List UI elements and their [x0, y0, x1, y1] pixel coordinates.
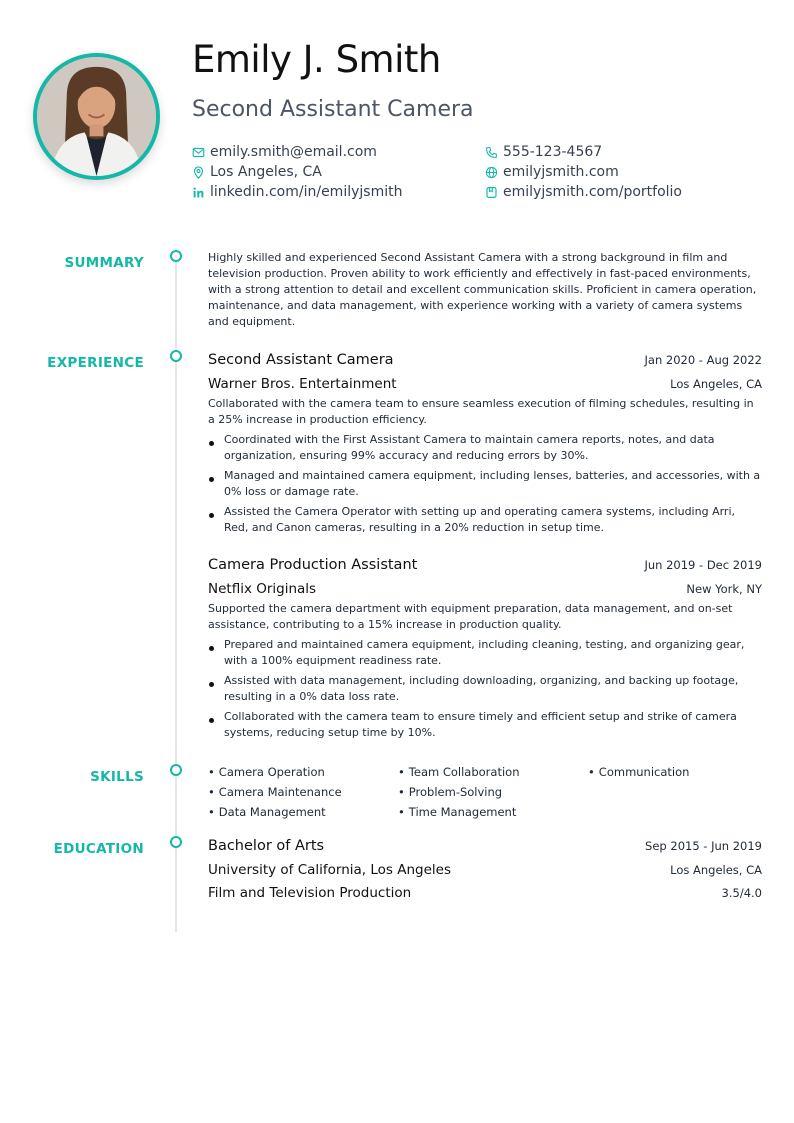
- job-dates: Jan 2020 - Aug 2022: [644, 353, 762, 367]
- job-bullets: [208, 432, 762, 536]
- job-company: Warner Bros. Entertainment: [208, 376, 397, 392]
- profile-photo: [33, 53, 160, 180]
- job-description: Collaborated with the camera team to ensure seamless execution of filming schedules, resulting in a 25% increase in production efficiency.: [208, 397, 754, 426]
- summary-heading: SUMMARY: [64, 255, 144, 271]
- list-item: Assisted the Camera Operator with setting up and operating camera systems, including Arri, Red, and Canon cameras, resulting in a 20% reduction in setup time.: [208, 504, 762, 536]
- summary-section: [208, 250, 762, 330]
- timeline-dot: [170, 350, 182, 362]
- contact-portfolio[interactable]: [485, 182, 682, 202]
- experience-item: [208, 350, 762, 536]
- contact-email[interactable]: [192, 142, 377, 162]
- list-item: Prepared and maintained camera equipment, including cleaning, testing, and organizing gear, with a 100% equipment readiness rate.: [208, 637, 762, 669]
- list-item: Collaborated with the camera team to ensure timely and efficient setup and strike of camera systems, reducing setup time by 10%.: [208, 709, 762, 741]
- degree: Bachelor of Arts: [208, 838, 325, 854]
- timeline-dot: [170, 250, 182, 262]
- portfolio-icon: [485, 186, 498, 199]
- timeline-dot: [170, 764, 182, 776]
- skills-section: [208, 764, 762, 820]
- job-description: Supported the camera department with equipment preparation, data management, and on-set assistance, contributing to a 15% increase in production quality.: [208, 602, 733, 631]
- contact-phone[interactable]: [485, 142, 602, 162]
- timeline-dot: [170, 836, 182, 848]
- gpa: 3.5/4.0: [721, 886, 762, 900]
- job-bullets: [208, 637, 762, 741]
- education-dates: Sep 2015 - Jun 2019: [645, 839, 762, 853]
- skill-item: • Time Management: [398, 804, 588, 820]
- list-item: Coordinated with the First Assistant Camera to maintain camera reports, notes, and data organization, ensuring 99% accuracy and reducing errors by 30%.: [208, 432, 762, 464]
- experience-item: [208, 555, 762, 741]
- job-title: Second Assistant Camera: [208, 352, 394, 368]
- experience-heading: EXPERIENCE: [47, 355, 144, 371]
- phone-icon: [485, 146, 498, 159]
- school-location: Los Angeles, CA: [670, 863, 762, 877]
- job-dates: Jun 2019 - Dec 2019: [644, 558, 762, 572]
- school-name: University of California, Los Angeles: [208, 862, 452, 878]
- globe-icon: [485, 166, 498, 179]
- education-item: [208, 836, 762, 903]
- location-text: Los Angeles, CA: [210, 164, 322, 180]
- job-location: Los Angeles, CA: [670, 377, 762, 391]
- job-title: Camera Production Assistant: [208, 557, 418, 573]
- skill-item: • Team Collaboration: [398, 764, 588, 780]
- location-pin-icon: [192, 166, 205, 179]
- list-item: Assisted with data management, including downloading, organizing, and backing up footage, resulting in a 0% data loss rate.: [208, 673, 762, 705]
- contact-website[interactable]: [485, 162, 619, 182]
- website-text: emilyjsmith.com: [503, 164, 619, 180]
- skill-item: • Camera Operation: [208, 764, 398, 780]
- job-company: Netflix Originals: [208, 581, 317, 597]
- list-item: Managed and maintained camera equipment, including lenses, batteries, and accessories, with a 0% loss or damage rate.: [208, 468, 762, 500]
- contact-location: [192, 162, 322, 182]
- candidate-title: Second Assistant Camera: [192, 97, 474, 122]
- portfolio-text: emilyjsmith.com/portfolio: [503, 184, 682, 200]
- skill-item: • Communication: [588, 764, 762, 780]
- summary-text: Highly skilled and experienced Second Assistant Camera with a strong background in film and television production. Proven ability to work efficiently and effectively in fast-paced environments, with a strong attention to detail and excellent communication skills. Proficient in camera operation, maintenance, and data management, with experience working with a variety of camera systems and equipment.: [208, 251, 757, 328]
- contact-linkedin[interactable]: [192, 182, 402, 202]
- job-location: New York, NY: [686, 582, 762, 596]
- email-text: emily.smith@email.com: [210, 144, 377, 160]
- phone-text: 555-123-4567: [503, 144, 603, 160]
- linkedin-text: linkedin.com/in/emilyjsmith: [210, 184, 403, 200]
- skill-item: • Camera Maintenance: [208, 784, 398, 800]
- candidate-name: Emily J. Smith: [192, 38, 441, 81]
- skill-item: • Data Management: [208, 804, 398, 820]
- linkedin-icon: [192, 186, 205, 199]
- field-of-study: Film and Television Production: [208, 885, 412, 901]
- mail-icon: [192, 146, 205, 159]
- education-heading: EDUCATION: [53, 841, 144, 857]
- skills-heading: SKILLS: [90, 769, 144, 785]
- skill-item: • Problem-Solving: [398, 784, 588, 800]
